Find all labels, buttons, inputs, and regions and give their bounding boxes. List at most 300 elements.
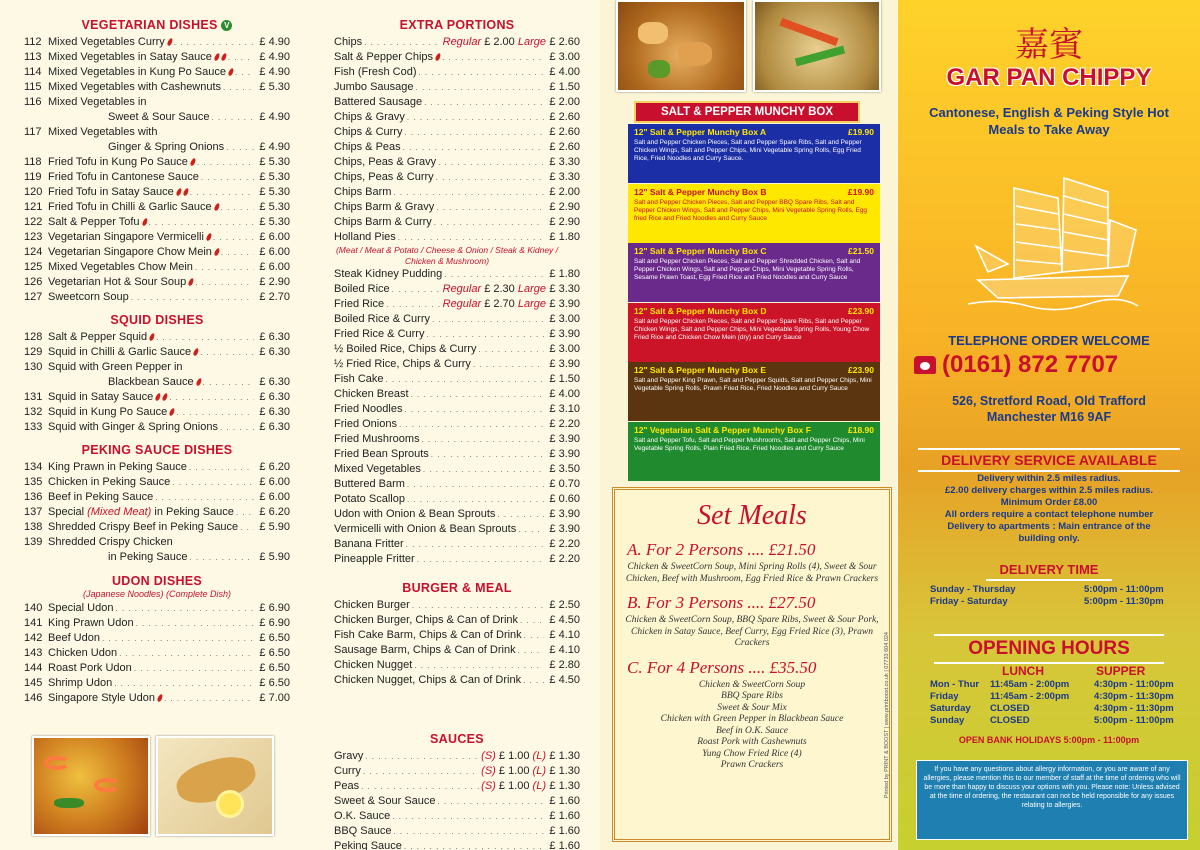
munchy-box-description: Salt and Pepper Chicken Pieces, Salt and Pepper Spare Ribs, Salt and Pepper Chicken Wings, Salt and Pepper Chips, Mini Vegetable Spring Rolls, Young Chow Fried Rice and Chicken Chow Mein (dry) and Curry Sauce (634, 317, 870, 341)
delivery-hours: 5:00pm - 11:00pm (1084, 584, 1164, 595)
item-number: 141 (24, 617, 43, 629)
item-name (48, 360, 183, 375)
munchy-box-description: Salt and Pepper Tofu, Salt and Pepper Mushrooms, Salt and Pepper Chips, Mini Vegetable Spring Rolls, Plain Fried Rice, Fried Noodles and Curry Sauce (634, 436, 865, 452)
item-name-text: Chips Barm (334, 186, 392, 198)
leader-dots (444, 267, 544, 282)
item-price: £ 5.30 (259, 216, 290, 228)
item-number: 121 (24, 201, 43, 213)
menu-item (24, 505, 290, 520)
item-price: £ 6.30 (259, 376, 290, 388)
leader-dots (424, 95, 544, 110)
item-price: £ 6.00 (259, 261, 290, 273)
leader-dots (414, 658, 544, 673)
item-name-text: Blackbean Sauce (108, 376, 194, 388)
item-name-text: Chips, Peas & Curry (334, 171, 434, 183)
item-name (334, 80, 414, 95)
menu-item (334, 215, 580, 230)
chilli-icon (182, 188, 189, 197)
munchy-box-price: £19.90 (848, 186, 874, 197)
delivery-days: Friday - Saturday (930, 596, 1008, 607)
menu-item (24, 80, 290, 95)
item-name-text: Sweetcorn Soup (48, 291, 129, 303)
delivery-line: £2.00 delivery charges within 2.5 miles radius. (944, 485, 1154, 496)
delivery-line: Minimum Order £8.00 (1000, 497, 1098, 508)
item-name (334, 402, 402, 417)
item-price: £ 6.00 (259, 476, 290, 488)
leader-dots (438, 155, 544, 170)
menu-item (24, 275, 290, 290)
item-price: £ 0.60 (549, 493, 580, 505)
size-regular: Regular (442, 298, 482, 310)
opening-hours-table (930, 679, 1192, 727)
item-number: 143 (24, 647, 43, 659)
item-price: £ 4.50 (549, 674, 580, 686)
item-name (334, 824, 391, 839)
item-name-text: Boiled Rice & Curry (334, 313, 430, 325)
munchy-box-header (634, 306, 874, 317)
menu-item (334, 779, 580, 794)
leader-dots (417, 552, 544, 567)
item-number: 132 (24, 406, 43, 418)
section-subtitle: (Japanese Noodles) (Complete Dish) (82, 589, 232, 599)
munchy-box-price: £21.50 (848, 246, 874, 256)
item-price: £ 4.00 (549, 66, 580, 78)
leader-dots (393, 824, 544, 839)
leader-dots (119, 646, 254, 661)
section-title: BURGER & MEAL (402, 581, 512, 595)
item-name-text: Sweet & Sour Sauce (108, 111, 210, 123)
item-price: £ 3.50 (549, 463, 580, 475)
menu-item (24, 616, 290, 631)
delivery-info (898, 473, 1200, 545)
tagline: Cantonese, English & Peking Style Hot Meals to Take Away (929, 105, 1169, 137)
set-meal-heading: B. For 3 Persons .... £27.50 (627, 593, 816, 612)
item-name (334, 749, 363, 764)
opening-hours-row (930, 703, 1192, 715)
item-name (334, 267, 442, 282)
item-name-text: Fish (Fresh Cod) (334, 66, 417, 78)
leader-dots (169, 390, 254, 405)
leader-dots (392, 809, 544, 824)
telephone-title: TELEPHONE ORDER WELCOME (948, 333, 1150, 348)
item-name (334, 230, 396, 245)
leader-dots (115, 601, 254, 616)
chilli-icon (155, 393, 162, 402)
item-number: 125 (24, 261, 43, 273)
chilli-icon (205, 233, 212, 242)
item-name (334, 327, 424, 342)
item-price: £ 5.30 (259, 171, 290, 183)
set-meals-panel (612, 487, 892, 842)
munchy-box-description: Salt and Pepper Chicken Pieces, Salt and Pepper BBQ Spare Ribs, Salt and Pepper Chicken Wings, Salt and Pepper Chips, Mini Vegetable Spring Rolls, Egg fried Rice and Fried Noodles and Curry Sauce (634, 198, 868, 222)
item-name-text: Peking Sauce (334, 840, 402, 850)
size-large: (L) (532, 780, 546, 792)
paella-photo (32, 736, 150, 836)
leader-dots (156, 330, 254, 345)
item-name (48, 345, 198, 360)
item-name-text: Fried Tofu in Chilli & Garlic Sauce (48, 201, 212, 213)
menu-item (24, 405, 290, 420)
item-name (334, 417, 397, 432)
munchy-box-name: 12" Vegetarian Salt & Pepper Munchy Box F (634, 424, 811, 435)
menu-item (334, 35, 580, 50)
delivery-hours: 5:00pm - 11:30pm (1084, 596, 1164, 607)
leader-dots (189, 460, 254, 475)
item-name-text: Salt & Pepper Tofu (48, 216, 140, 228)
menu-item (334, 125, 580, 140)
menu-item (334, 537, 580, 552)
item-name (334, 432, 420, 447)
item-price: £ 1.80 (549, 268, 580, 280)
item-name (334, 764, 361, 779)
leader-dots (221, 200, 254, 215)
item-name-text: Udon with Onion & Bean Sprouts (334, 508, 496, 520)
item-price: £ 3.00 (549, 313, 580, 325)
item-price: £ 2.80 (549, 659, 580, 671)
menu-item (334, 282, 580, 297)
item-name-text: BBQ Sauce (334, 825, 392, 837)
set-meal-heading: A. For 2 Persons .... £21.50 (627, 540, 816, 559)
menu-item (24, 360, 290, 375)
fish-photo (156, 736, 274, 836)
menu-item (334, 140, 580, 155)
item-name-text: Steak Kidney Pudding (334, 268, 443, 280)
menu-item (24, 50, 290, 65)
item-name (48, 490, 153, 505)
item-price: £ 0.70 (549, 478, 580, 490)
item-name-text: Mixed Vegetables (334, 463, 421, 475)
item-name-text: Mixed Vegetables in Satay Sauce (48, 51, 212, 63)
delivery-time-title: DELIVERY TIME (986, 561, 1112, 581)
item-name-tail: in Peking Sauce (154, 506, 234, 518)
item-number: 117 (24, 126, 42, 138)
item-name (334, 809, 390, 824)
item-name (334, 613, 518, 628)
menu-item (334, 95, 580, 110)
item-name-text: Chicken Burger, Chips & Can of Drink (334, 614, 519, 626)
munchy-box (628, 362, 880, 421)
leader-dots (223, 80, 254, 95)
item-price: £ 7.00 (259, 692, 290, 704)
item-name-text: Special (48, 506, 85, 518)
item-name-text: Fried Bean Sprouts (334, 448, 429, 460)
item-price: £ 2.50 (549, 599, 580, 611)
item-price: £ 4.10 (549, 644, 580, 656)
munchy-box (628, 422, 880, 481)
item-number: 140 (24, 602, 43, 614)
chinese-name: 嘉賓 (1015, 25, 1083, 65)
leader-dots (406, 537, 544, 552)
munchy-box-description: Salt and Pepper King Prawn, Salt and Pepper Squids, Salt and Pepper Chips, Mini Vegetable Spring Rolls, Prawn Fried Rice, Fried Noodles and Curry Sauce (634, 377, 872, 392)
item-price: £ 3.30 (549, 156, 580, 168)
item-name (48, 50, 226, 65)
item-name-text: Pineapple Fritter (334, 553, 415, 565)
leader-dots (518, 522, 544, 537)
chilli-icon (162, 393, 169, 402)
item-price: £ 4.90 (259, 51, 290, 63)
item-price: £ 6.30 (259, 391, 290, 403)
item-name (48, 390, 167, 405)
supper-hours: 4:30pm - 11:30pm (1094, 703, 1174, 714)
leader-dots (365, 749, 479, 764)
menu-item (334, 372, 580, 387)
leader-dots (197, 155, 254, 170)
item-price: £ 6.20 (259, 461, 290, 473)
menu-item (334, 342, 580, 357)
item-number: 138 (24, 521, 43, 533)
item-name-text: Mixed Vegetables with Cashewnuts (48, 81, 222, 93)
item-name-text: Buttered Barm (334, 478, 405, 490)
menu-item (334, 402, 580, 417)
item-price: £ 2.60 (549, 141, 580, 153)
leader-dots (518, 643, 544, 658)
item-name-text: Fried Tofu in Cantonese Sauce (48, 171, 199, 183)
set-meal-description: Chicken & SweetCorn Soup, Mini Spring Rolls (4), Sweet & Sour Chicken, Beef with Mushroom, Egg Fried Rice & Prawn Crackers (625, 562, 879, 584)
item-name (334, 282, 390, 297)
set-meal-heading: C. For 4 Persons .... £35.50 (627, 657, 817, 677)
menu-item (24, 676, 290, 691)
item-price: £ 2.90 (549, 201, 580, 213)
item-name (48, 230, 211, 245)
section-title: SAUCES (430, 732, 484, 746)
item-price: £ 3.90 (549, 448, 580, 460)
item-name (48, 375, 201, 390)
item-name-text: Banana Fritter (334, 538, 404, 550)
menu-item (24, 330, 290, 345)
leader-dots (240, 520, 254, 535)
menu-item (24, 550, 290, 565)
item-name (48, 35, 172, 50)
menu-item (334, 417, 580, 432)
item-name (334, 95, 422, 110)
leader-dots (426, 327, 544, 342)
item-name-text: Boiled Rice (334, 283, 390, 295)
item-name (334, 673, 521, 688)
chilli-icon (213, 248, 220, 257)
menu-item (334, 312, 580, 327)
printer-credit: Printed by PRINT & BOOST | www.printboost.co.uk | 07733 604 024 (884, 632, 890, 799)
item-price: £ 3.90 (549, 433, 580, 445)
item-name (48, 520, 238, 535)
menu-item (24, 245, 290, 260)
item-name-text: Fried Tofu in Kung Po Sauce (48, 156, 188, 168)
fried-food-photo (616, 0, 746, 92)
chilli-icon (193, 348, 200, 357)
munchy-box (628, 303, 880, 362)
item-name-text: Fried Mushrooms (334, 433, 420, 445)
leader-dots (386, 372, 544, 387)
menu-item (24, 230, 290, 245)
allergy-notice: If you have any questions about allergy information, or you are aware of any allergies, please mention this to our member of staff at the time of ordering who will be more than happy to discuss your options with you. Please note: Unless advised at the time of ordering, the restaurant can not be held reponsible for any issues relating to allergies. (916, 760, 1188, 840)
menu-item (334, 432, 580, 447)
chilli-icon (213, 53, 220, 62)
item-number: 116 (24, 96, 42, 108)
chilli-icon (149, 333, 156, 342)
item-price: £ 6.00 (259, 231, 290, 243)
item-price: £ 3.90 (549, 328, 580, 340)
item-name-text: Peas (334, 780, 360, 792)
item-name-text: Vegetarian Singapore Chow Mein (48, 246, 212, 258)
bank-holidays: OPEN BANK HOLIDAYS 5:00pm - 11:00pm (958, 735, 1140, 745)
leader-dots (422, 432, 544, 447)
item-number: 126 (24, 276, 43, 288)
item-name (334, 779, 359, 794)
menu-item (24, 601, 290, 616)
menu-item (334, 477, 580, 492)
leader-dots (235, 65, 254, 80)
item-number: 136 (24, 491, 43, 503)
leader-dots (412, 598, 544, 613)
item-name (334, 372, 384, 387)
item-price: £ 6.50 (259, 677, 290, 689)
item-name-text: Potato Scallop (334, 493, 405, 505)
menu-item (334, 327, 580, 342)
item-name-text: Fish Cake Barm, Chips & Can of Drink (334, 629, 522, 641)
item-name (48, 616, 134, 631)
munchy-box-name: 12" Salt & Pepper Munchy Box E (634, 365, 767, 375)
item-name-text: King Prawn in Peking Sauce (48, 461, 187, 473)
item-name (48, 275, 193, 290)
leader-dots (473, 357, 544, 372)
item-number: 146 (24, 692, 43, 704)
menu-item (334, 673, 580, 688)
item-name (334, 552, 415, 567)
item-price: £ 4.90 (259, 66, 290, 78)
menu-item (24, 35, 290, 50)
opening-hours-row (930, 679, 1192, 691)
shop-name: GAR PAN CHIPPY (946, 64, 1152, 91)
opening-day: Mon - Thur (930, 679, 980, 690)
item-name (334, 185, 391, 200)
squid-list (24, 330, 290, 435)
item-name-text: Holland Pies (334, 231, 396, 243)
item-price: £ 2.60 (549, 126, 580, 138)
item-name-text: Sweet & Sour Sauce (334, 795, 436, 807)
item-price: £ 5.30 (259, 201, 290, 213)
regular-price: £ 2.70 (481, 298, 518, 310)
menu-item (24, 475, 290, 490)
item-name-text: Singapore Style Udon (48, 692, 156, 704)
leader-dots (403, 140, 544, 155)
item-name (48, 95, 146, 110)
item-name (334, 200, 434, 215)
menu-item (24, 661, 290, 676)
leader-dots (398, 230, 544, 245)
sauces-list (334, 749, 580, 850)
menu-item (334, 267, 580, 282)
leader-dots (200, 345, 254, 360)
lunch-hours: CLOSED (990, 715, 1030, 726)
chilli-icon (169, 408, 176, 417)
item-number: 115 (24, 81, 42, 93)
item-name-text: Chips, Peas & Gravy (334, 156, 437, 168)
regular-price: £ 2.30 (481, 283, 518, 295)
leader-dots (174, 35, 254, 50)
leader-dots (134, 661, 254, 676)
item-price: £ 1.60 (549, 825, 580, 837)
item-name-text: Special Udon (48, 602, 114, 614)
item-name-text: Chips Barm & Curry (334, 216, 432, 228)
leader-dots (419, 65, 544, 80)
menu-item (24, 140, 290, 155)
leader-dots (131, 290, 254, 305)
menu-column-3 (600, 0, 897, 850)
section-title: UDON DISHES (111, 574, 203, 588)
menu-item (334, 764, 580, 779)
section-title: EXTRA PORTIONS (399, 18, 515, 32)
item-name (48, 200, 219, 215)
item-number: 135 (24, 476, 43, 488)
item-number: 139 (24, 536, 43, 548)
item-name-text: Squid in Chilli & Garlic Sauce (48, 346, 192, 358)
item-name-text: Chicken Burger (334, 599, 410, 611)
item-price: £ 5.30 (259, 81, 290, 93)
item-name-text: Chips & Peas (334, 141, 401, 153)
item-price: £ 4.90 (259, 36, 290, 48)
leader-dots (212, 110, 254, 125)
item-name (48, 661, 132, 676)
opening-hours-row (930, 715, 1192, 727)
item-number: 137 (24, 506, 43, 518)
leader-dots (236, 505, 254, 520)
item-name (48, 535, 173, 550)
item-price: £ 1.30 (549, 750, 580, 762)
set-meal-description: Chicken & SweetCorn Soup, BBQ Spare Ribs, Sweet & Sour Pork, Chicken in Satay Sauce, Beef Curry, Egg Fried Rice (3), Prawn Crackers (625, 615, 879, 648)
item-number: 127 (24, 291, 43, 303)
item-name-text: Battered Sausage (334, 96, 423, 108)
item-name-text: Vermicelli with Onion & Bean Sprouts (334, 523, 517, 535)
item-price: £ 6.50 (259, 647, 290, 659)
item-name (334, 628, 522, 643)
leader-dots (190, 550, 255, 565)
leader-dots (442, 50, 544, 65)
size-regular: Regular (442, 36, 482, 48)
item-name-text: Chips & Curry (334, 126, 403, 138)
item-number: 129 (24, 346, 43, 358)
item-number: 114 (24, 66, 42, 78)
item-name-text: Chips Barm & Gravy (334, 201, 435, 213)
size-small: (S) (481, 765, 496, 777)
item-name-text: Chips (334, 36, 363, 48)
item-price: £ 4.00 (549, 388, 580, 400)
item-price: £ 4.50 (549, 614, 580, 626)
supper-header: SUPPER (1096, 664, 1146, 678)
munchy-box-name: 12" Salt & Pepper Munchy Box A (634, 127, 767, 137)
peking-list (24, 460, 290, 565)
item-price: £ 3.00 (549, 51, 580, 63)
item-price: £ 3.90 (549, 358, 580, 370)
munchy-box-title: SALT & PEPPER MUNCHY BOX (634, 101, 860, 123)
item-number: 142 (24, 632, 43, 644)
junk-ship-icon (958, 168, 1148, 318)
opening-day: Friday (930, 691, 959, 702)
leader-dots (431, 447, 544, 462)
section-title: PEKING SAUCE DISHES (81, 443, 233, 457)
item-name-text: O.K. Sauce (334, 810, 391, 822)
item-name (334, 839, 402, 850)
menu-item (24, 345, 290, 360)
item-name (48, 140, 224, 155)
item-price: £ 6.00 (259, 246, 290, 258)
chilli-icon (220, 53, 227, 62)
menu-item (334, 230, 580, 245)
leader-dots (195, 275, 254, 290)
phone-number[interactable]: (0161) 872 7707 (942, 351, 1119, 378)
item-name (334, 598, 410, 613)
item-name-text: Fried Onions (334, 418, 397, 430)
item-name (334, 507, 495, 522)
delivery-line: Delivery within 2.5 miles radius. (977, 473, 1121, 484)
